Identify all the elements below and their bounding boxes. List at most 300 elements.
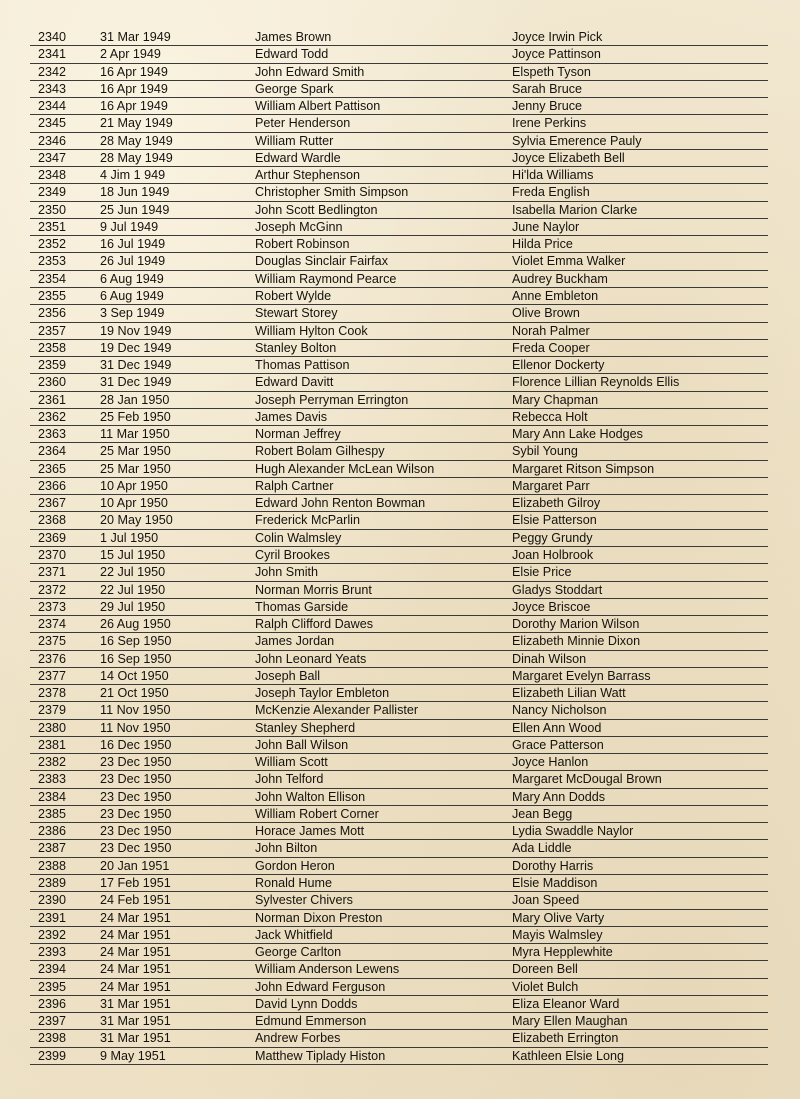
entry-number: 2396 (38, 996, 67, 1011)
groom-name: James Davis (255, 409, 328, 424)
table-row (30, 1030, 768, 1047)
marriage-date: 9 Jul 1949 (100, 219, 159, 234)
table-row (30, 1013, 768, 1030)
marriage-date: 29 Jul 1950 (100, 599, 166, 614)
bride-name: Margaret Parr (512, 478, 590, 493)
marriage-date: 1 Jul 1950 (100, 530, 159, 545)
table-row (30, 461, 768, 478)
table-row (30, 478, 768, 495)
entry-number: 2394 (38, 962, 67, 977)
groom-name: John Leonard Yeats (255, 651, 367, 666)
table-row (30, 305, 768, 322)
bride-name: Elizabeth Errington (512, 1031, 619, 1046)
entry-number: 2372 (38, 582, 67, 597)
bride-name: Ellenor Dockerty (512, 358, 605, 373)
table-row (30, 64, 768, 81)
bride-name: Eliza Eleanor Ward (512, 996, 620, 1011)
bride-name: Joyce Hanlon (512, 755, 589, 770)
entry-number: 2391 (38, 910, 67, 925)
groom-name: McKenzie Alexander Pallister (255, 703, 419, 718)
marriage-date: 23 Dec 1950 (100, 755, 172, 770)
marriage-date: 20 Jan 1951 (100, 858, 170, 873)
marriage-date: 31 Dec 1949 (100, 358, 172, 373)
marriage-date: 23 Dec 1950 (100, 824, 172, 839)
table-row (30, 357, 768, 374)
entry-number: 2349 (38, 185, 67, 200)
bride-name: Myra Hepplewhite (512, 945, 613, 960)
table-row (30, 202, 768, 219)
groom-name: William Anderson Lewens (255, 962, 400, 977)
groom-name: Hugh Alexander McLean Wilson (255, 461, 435, 476)
bride-name: Dorothy Marion Wilson (512, 617, 640, 632)
marriage-date: 23 Dec 1950 (100, 806, 172, 821)
marriage-date: 18 Jun 1949 (100, 185, 170, 200)
marriage-date: 24 Mar 1951 (100, 962, 171, 977)
entry-number: 2358 (38, 340, 67, 355)
bride-name: Audrey Buckham (512, 271, 608, 286)
entry-number: 2397 (38, 1014, 67, 1029)
groom-name: Ralph Clifford Dawes (255, 617, 374, 632)
marriage-date: 10 Apr 1950 (100, 478, 168, 493)
bride-name: Sylvia Emerence Pauly (512, 133, 642, 148)
marriage-date: 23 Dec 1950 (100, 789, 172, 804)
groom-name: William Albert Pattison (255, 99, 381, 114)
bride-name: Mary Chapman (512, 392, 599, 407)
table-row (30, 702, 768, 719)
groom-name: Thomas Pattison (255, 358, 350, 373)
bride-name: Margaret McDougal Brown (512, 772, 662, 787)
marriage-date: 6 Aug 1949 (100, 288, 164, 303)
marriage-date: 3 Sep 1949 (100, 306, 165, 321)
bride-name: Ada Liddle (512, 841, 572, 856)
marriage-date: 26 Aug 1950 (100, 617, 171, 632)
bride-name: Elizabeth Gilroy (512, 496, 601, 511)
entry-number: 2379 (38, 703, 67, 718)
table-row (30, 29, 768, 46)
groom-name: Edward John Renton Bowman (255, 496, 426, 511)
bride-name: Jenny Bruce (512, 99, 583, 114)
bride-name: Norah Palmer (512, 323, 590, 338)
entry-number: 2345 (38, 116, 67, 131)
table-row (30, 633, 768, 650)
table-row (30, 340, 768, 357)
entry-number: 2390 (38, 893, 67, 908)
table-row (30, 184, 768, 201)
marriage-date: 16 Apr 1949 (100, 99, 168, 114)
table-row (30, 167, 768, 184)
entry-number: 2348 (38, 168, 67, 183)
table-row (30, 81, 768, 98)
entry-number: 2376 (38, 651, 67, 666)
table-row (30, 927, 768, 944)
entry-number: 2385 (38, 806, 67, 821)
table-row (30, 253, 768, 270)
bride-name: Freda English (512, 185, 590, 200)
marriage-date: 15 Jul 1950 (100, 547, 166, 562)
entry-number: 2361 (38, 392, 67, 407)
table-row (30, 582, 768, 599)
bride-name: Rebecca Holt (512, 409, 588, 424)
entry-number: 2382 (38, 755, 67, 770)
bride-name: Lydia Swaddle Naylor (512, 824, 634, 839)
marriage-date: 21 May 1949 (100, 116, 173, 131)
entry-number: 2398 (38, 1031, 67, 1046)
marriage-date: 31 Mar 1951 (100, 996, 171, 1011)
entry-number: 2363 (38, 427, 67, 442)
bride-name: Joyce Pattinson (512, 47, 601, 62)
table-row (30, 288, 768, 305)
table-row (30, 754, 768, 771)
marriage-date: 16 Jul 1949 (100, 237, 166, 252)
entry-number: 2356 (38, 306, 67, 321)
groom-name: George Carlton (255, 945, 342, 960)
entry-number: 2346 (38, 133, 67, 148)
marriage-date: 25 Mar 1950 (100, 444, 171, 459)
bride-name: Mary Ann Lake Hodges (512, 427, 643, 442)
table-row (30, 564, 768, 581)
table-row (30, 910, 768, 927)
marriage-date: 19 Dec 1949 (100, 340, 172, 355)
bride-name: Elsie Patterson (512, 513, 597, 528)
entry-number: 2365 (38, 461, 67, 476)
marriage-date: 9 May 1951 (100, 1048, 166, 1063)
entry-number: 2393 (38, 945, 67, 960)
table-row (30, 858, 768, 875)
groom-name: Joseph McGinn (255, 219, 343, 234)
bride-name: Margaret Ritson Simpson (512, 461, 655, 476)
groom-name: Edward Davitt (255, 375, 334, 390)
groom-name: Horace James Mott (255, 824, 365, 839)
entry-number: 2347 (38, 150, 67, 165)
entry-number: 2383 (38, 772, 67, 787)
groom-name: John Bilton (255, 841, 318, 856)
marriage-register-table (30, 29, 768, 1065)
bride-name: Joyce Briscoe (512, 599, 591, 614)
table-row (30, 737, 768, 754)
marriage-date: 10 Apr 1950 (100, 496, 168, 511)
marriage-date: 24 Mar 1951 (100, 927, 171, 942)
bride-name: Hilda Price (512, 237, 573, 252)
bride-name: Kathleen Elsie Long (512, 1048, 625, 1063)
groom-name: Peter Henderson (255, 116, 351, 131)
bride-name: Joan Speed (512, 893, 580, 908)
entry-number: 2395 (38, 979, 67, 994)
bride-name: Grace Patterson (512, 737, 604, 752)
groom-name: Matthew Tiplady Histon (255, 1048, 386, 1063)
entry-number: 2374 (38, 617, 67, 632)
bride-name: Elspeth Tyson (512, 64, 591, 79)
groom-name: John Edward Smith (255, 64, 365, 79)
marriage-date: 16 Sep 1950 (100, 634, 172, 649)
table-row (30, 892, 768, 909)
table-row (30, 685, 768, 702)
bride-name: Hi'lda Williams (512, 168, 594, 183)
groom-name: Norman Dixon Preston (255, 910, 383, 925)
entry-number: 2370 (38, 547, 67, 562)
entry-number: 2355 (38, 288, 67, 303)
table-row (30, 789, 768, 806)
table-row (30, 150, 768, 167)
groom-name: William Rutter (255, 133, 334, 148)
table-row (30, 771, 768, 788)
groom-name: Colin Walmsley (255, 530, 342, 545)
bride-name: Margaret Evelyn Barrass (512, 668, 651, 683)
groom-name: Christopher Smith Simpson (255, 185, 409, 200)
marriage-date: 24 Feb 1951 (100, 893, 171, 908)
table-row (30, 236, 768, 253)
groom-name: William Robert Corner (255, 806, 379, 821)
marriage-date: 2 Apr 1949 (100, 47, 161, 62)
table-row (30, 219, 768, 236)
entry-number: 2377 (38, 668, 67, 683)
bride-name: Gladys Stoddart (512, 582, 603, 597)
bride-name: Sarah Bruce (512, 81, 583, 96)
table-row (30, 530, 768, 547)
bride-name: Elizabeth Lilian Watt (512, 686, 626, 701)
groom-name: Jack Whitfield (255, 927, 333, 942)
marriage-date: 28 May 1949 (100, 133, 173, 148)
marriage-date: 31 Mar 1951 (100, 1014, 171, 1029)
entry-number: 2381 (38, 737, 67, 752)
entry-number: 2351 (38, 219, 67, 234)
bride-name: Irene Perkins (512, 116, 587, 131)
entry-number: 2342 (38, 64, 67, 79)
entry-number: 2357 (38, 323, 67, 338)
entry-number: 2369 (38, 530, 67, 545)
groom-name: James Jordan (255, 634, 335, 649)
table-row (30, 651, 768, 668)
groom-name: Stewart Storey (255, 306, 338, 321)
entry-number: 2340 (38, 30, 67, 44)
entry-number: 2389 (38, 876, 67, 891)
marriage-date: 23 Dec 1950 (100, 772, 172, 787)
entry-number: 2386 (38, 824, 67, 839)
entry-number: 2384 (38, 789, 67, 804)
marriage-date: 31 Mar 1951 (100, 1031, 171, 1046)
bride-name: Jean Begg (512, 806, 573, 821)
groom-name: Joseph Perryman Errington (255, 392, 409, 407)
entry-number: 2375 (38, 634, 67, 649)
entry-number: 2378 (38, 686, 67, 701)
groom-name: George Spark (255, 81, 334, 96)
groom-name: Joseph Taylor Embleton (255, 686, 390, 701)
groom-name: Douglas Sinclair Fairfax (255, 254, 388, 269)
bride-name: Elsie Maddison (512, 876, 598, 891)
marriage-date: 25 Mar 1950 (100, 461, 171, 476)
table-row (30, 616, 768, 633)
entry-number: 2364 (38, 444, 67, 459)
marriage-date: 23 Dec 1950 (100, 841, 172, 856)
entry-number: 2353 (38, 254, 67, 269)
bride-name: Elsie Price (512, 565, 572, 580)
groom-name: John Smith (255, 565, 318, 580)
marriage-date: 11 Nov 1950 (100, 720, 171, 735)
groom-name: Edmund Emmerson (255, 1014, 367, 1029)
groom-name: William Scott (255, 755, 328, 770)
table-row (30, 996, 768, 1013)
table-row (30, 495, 768, 512)
groom-name: Gordon Heron (255, 858, 335, 873)
bride-name: Freda Cooper (512, 340, 590, 355)
marriage-date: 25 Feb 1950 (100, 409, 171, 424)
entry-number: 2350 (38, 202, 67, 217)
marriage-date: 17 Feb 1951 (100, 876, 171, 891)
groom-name: Robert Robinson (255, 237, 350, 252)
bride-name: Elizabeth Minnie Dixon (512, 634, 641, 649)
entry-number: 2366 (38, 478, 67, 493)
entry-number: 2354 (38, 271, 67, 286)
marriage-date: 22 Jul 1950 (100, 565, 166, 580)
groom-name: Ralph Cartner (255, 478, 334, 493)
entry-number: 2360 (38, 375, 67, 390)
entry-number: 2388 (38, 858, 67, 873)
table-row (30, 875, 768, 892)
bride-name: Peggy Grundy (512, 530, 593, 545)
table-row (30, 409, 768, 426)
groom-name: William Hylton Cook (255, 323, 368, 338)
bride-name: Ellen Ann Wood (512, 720, 602, 735)
marriage-date: 20 May 1950 (100, 513, 173, 528)
groom-name: Edward Todd (255, 47, 329, 62)
entry-number: 2371 (38, 565, 67, 580)
marriage-date: 24 Mar 1951 (100, 945, 171, 960)
groom-name: Edward Wardle (255, 150, 341, 165)
bride-name: Florence Lillian Reynolds Ellis (512, 375, 680, 390)
marriage-date: 11 Nov 1950 (100, 703, 171, 718)
bride-name: Joyce Elizabeth Bell (512, 150, 625, 165)
groom-name: Sylvester Chivers (255, 893, 353, 908)
groom-name: John Scott Bedlington (255, 202, 378, 217)
marriage-date: 21 Oct 1950 (100, 686, 169, 701)
bride-name: Olive Brown (512, 306, 580, 321)
groom-name: William Raymond Pearce (255, 271, 397, 286)
marriage-date: 19 Nov 1949 (100, 323, 172, 338)
marriage-date: 26 Jul 1949 (100, 254, 166, 269)
entry-number: 2367 (38, 496, 67, 511)
bride-name: Nancy Nicholson (512, 703, 607, 718)
groom-name: David Lynn Dodds (255, 996, 358, 1011)
bride-name: Mayis Walmsley (512, 927, 603, 942)
bride-name: Mary Ann Dodds (512, 789, 606, 804)
table-row (30, 512, 768, 529)
entry-number: 2373 (38, 599, 67, 614)
table-row (30, 944, 768, 961)
table-row (30, 443, 768, 460)
groom-name: Norman Jeffrey (255, 427, 341, 442)
groom-name: Frederick McParlin (255, 513, 360, 528)
marriage-date: 24 Mar 1951 (100, 910, 171, 925)
marriage-date: 28 Jan 1950 (100, 392, 170, 407)
groom-name: Thomas Garside (255, 599, 349, 614)
entry-number: 2368 (38, 513, 67, 528)
groom-name: John Edward Ferguson (255, 979, 386, 994)
bride-name: Sybil Young (512, 444, 578, 459)
groom-name: Andrew Forbes (255, 1031, 341, 1046)
groom-name: Joseph Ball (255, 668, 321, 683)
table-row (30, 806, 768, 823)
marriage-date: 6 Aug 1949 (100, 271, 164, 286)
groom-name: Robert Wylde (255, 288, 332, 303)
entry-number: 2387 (38, 841, 67, 856)
marriage-date: 22 Jul 1950 (100, 582, 166, 597)
bride-name: Violet Emma Walker (512, 254, 626, 269)
table-row (30, 961, 768, 978)
entry-number: 2341 (38, 47, 67, 62)
table-row (30, 392, 768, 409)
groom-name: John Ball Wilson (255, 737, 349, 752)
groom-name: Stanley Shepherd (255, 720, 356, 735)
bride-name: Dinah Wilson (512, 651, 587, 666)
bride-name: June Naylor (512, 219, 580, 234)
table-row (30, 374, 768, 391)
entry-number: 2344 (38, 99, 67, 114)
entry-number: 2380 (38, 720, 67, 735)
groom-name: Norman Morris Brunt (255, 582, 372, 597)
bride-name: Joan Holbrook (512, 547, 594, 562)
marriage-date: 25 Jun 1949 (100, 202, 170, 217)
bride-name: Mary Olive Varty (512, 910, 605, 925)
marriage-date: 31 Dec 1949 (100, 375, 172, 390)
marriage-date: 16 Apr 1949 (100, 81, 168, 96)
entry-number: 2359 (38, 358, 67, 373)
entry-number: 2399 (38, 1048, 67, 1063)
table-row (30, 720, 768, 737)
table-row (30, 426, 768, 443)
table-row (30, 1048, 768, 1065)
bride-name: Violet Bulch (512, 979, 579, 994)
groom-name: Cyril Brookes (255, 547, 330, 562)
table-row (30, 547, 768, 564)
groom-name: Robert Bolam Gilhespy (255, 444, 385, 459)
marriage-date: 14 Oct 1950 (100, 668, 169, 683)
marriage-date: 16 Sep 1950 (100, 651, 172, 666)
table-row (30, 46, 768, 63)
bride-name: Anne Embleton (512, 288, 599, 303)
table-row (30, 133, 768, 150)
groom-name: Ronald Hume (255, 876, 333, 891)
marriage-date: 16 Apr 1949 (100, 64, 168, 79)
groom-name: James Brown (255, 30, 332, 44)
entry-number: 2343 (38, 81, 67, 96)
groom-name: John Walton Ellison (255, 789, 366, 804)
marriage-date: 24 Mar 1951 (100, 979, 171, 994)
table-row (30, 840, 768, 857)
marriage-date: 31 Mar 1949 (100, 30, 171, 44)
bride-name: Mary Ellen Maughan (512, 1014, 628, 1029)
entry-number: 2352 (38, 237, 67, 252)
groom-name: Stanley Bolton (255, 340, 337, 355)
marriage-date: 4 Jim 1 949 (100, 168, 166, 183)
groom-name: John Telford (255, 772, 324, 787)
bride-name: Joyce Irwin Pick (512, 30, 603, 44)
entry-number: 2362 (38, 409, 67, 424)
table-row (30, 668, 768, 685)
table-row (30, 115, 768, 132)
table-row (30, 271, 768, 288)
marriage-date: 16 Dec 1950 (100, 737, 172, 752)
marriage-date: 11 Mar 1950 (100, 427, 170, 442)
table-row (30, 98, 768, 115)
table-row (30, 823, 768, 840)
entry-number: 2392 (38, 927, 67, 942)
bride-name: Dorothy Harris (512, 858, 594, 873)
table-row (30, 979, 768, 996)
bride-name: Doreen Bell (512, 962, 578, 977)
marriage-date: 28 May 1949 (100, 150, 173, 165)
groom-name: Arthur Stephenson (255, 168, 361, 183)
table-row (30, 323, 768, 340)
table-row (30, 599, 768, 616)
